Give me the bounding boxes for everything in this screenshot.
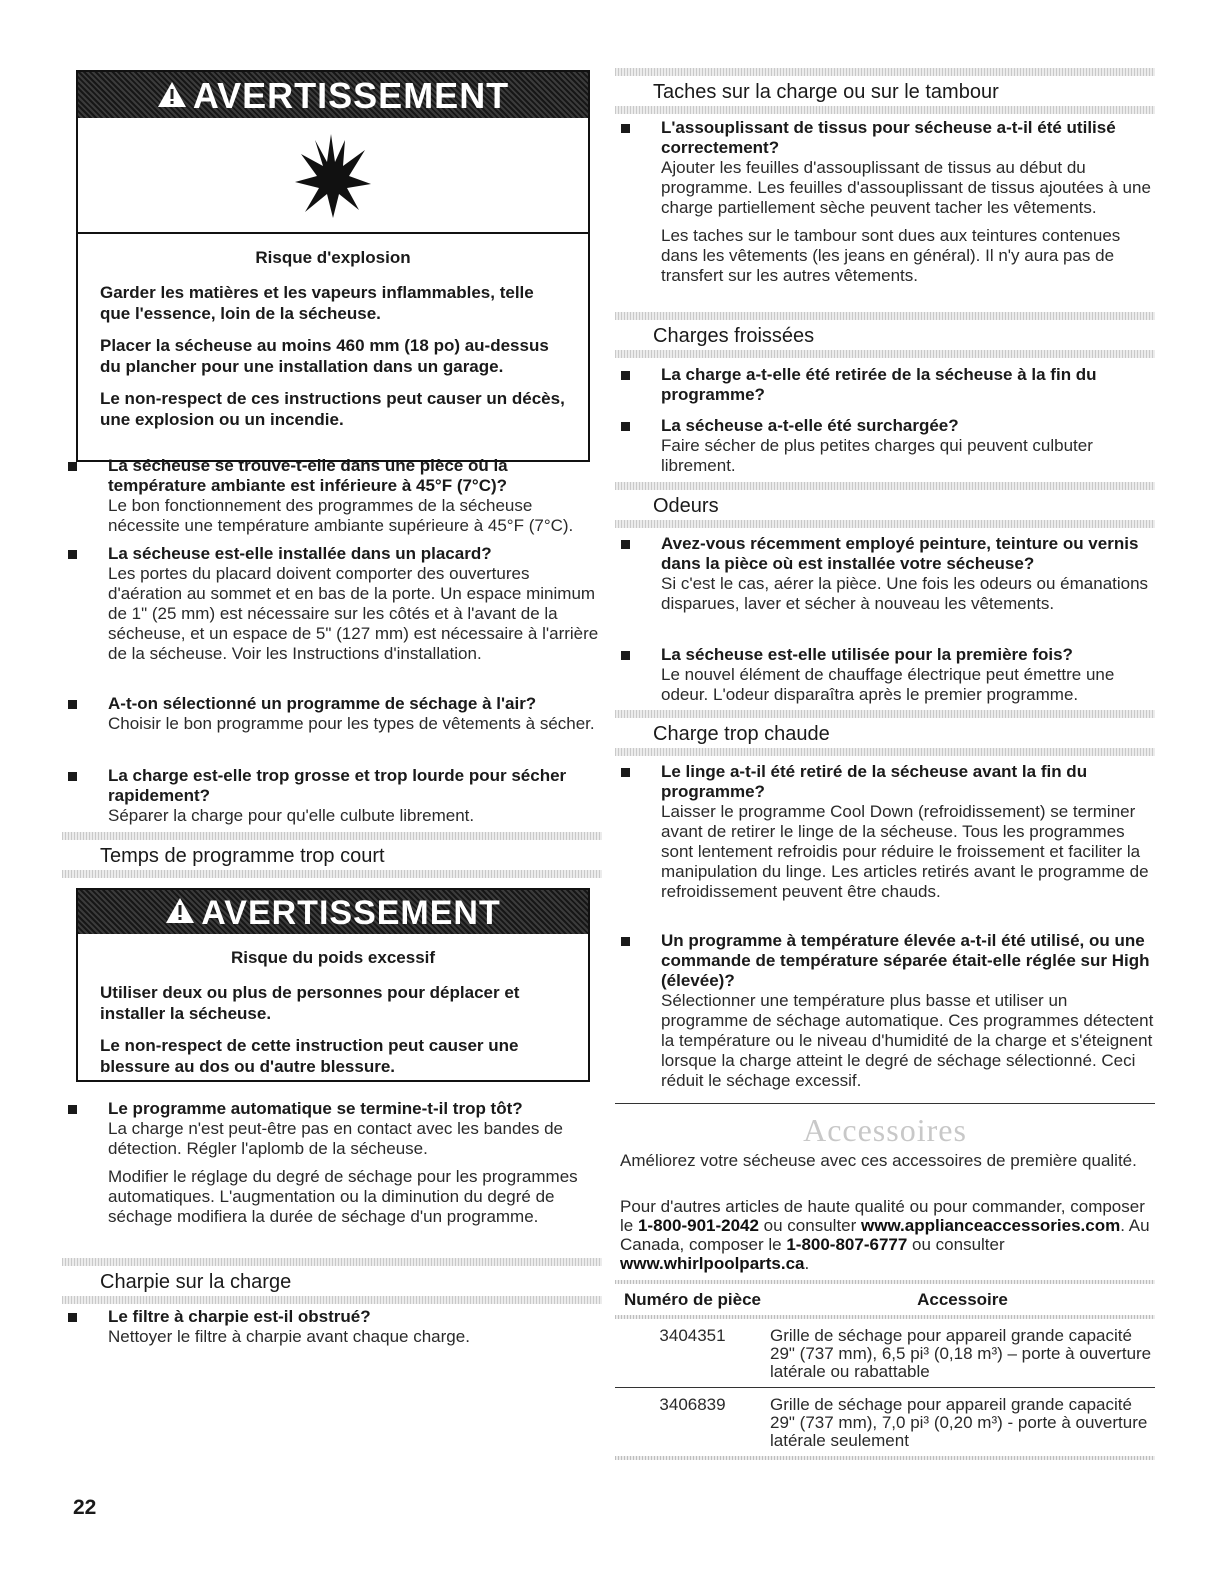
question: La sécheuse est-elle utilisée pour la première fois? [661, 645, 1073, 664]
bullet-icon [621, 371, 630, 380]
list-item [62, 1307, 602, 1347]
list-item [62, 1099, 602, 1227]
bullet-icon [68, 1313, 77, 1322]
section-heading [615, 312, 1155, 358]
list-item [615, 645, 1155, 705]
explosion-symbol-area [78, 118, 588, 234]
list-item [615, 931, 1155, 1091]
bullet-icon [68, 1105, 77, 1114]
bullet-icon [621, 124, 630, 133]
answer: Choisir le bon programme pour les types de vêtements à sécher. [108, 714, 595, 733]
question: Le linge a-t-il été retiré de la sécheuse avant la fin du programme? [661, 762, 1088, 801]
question: La charge est-elle trop grosse et trop lourde pour sécher rapidement? [108, 766, 567, 805]
website-us-link[interactable]: www.applianceaccessories.com [861, 1216, 1121, 1235]
answer: Faire sécher de plus petites charges qui peuvent culbuter librement. [661, 436, 1093, 475]
question: La charge a-t-elle été retirée de la sécheuse à la fin du programme? [661, 365, 1097, 404]
list-item [615, 762, 1155, 902]
accessories-title: Accessoires [803, 1112, 967, 1148]
answer: Laisser le programme Cool Down (refroidissement) se terminer avant de retirer le linge de la sécheuse. Tous les programmes sont lentement refroidis pour réduire le froissement et faciliter la manipulation du linge. Les articles retirés avant le programme de refroidissement peuvent être chauds. [661, 802, 1149, 901]
bullet-icon [621, 422, 630, 431]
accessory-description: Grille de séchage pour appareil grande capacité 29" (737 mm), 7,0 pi³ (0,20 m³) - porte à ouverture latérale seulement [770, 1395, 1148, 1450]
column-header: Numéro de pièce [624, 1290, 761, 1309]
warning-title: Risque d'explosion [255, 248, 411, 267]
warning-line: Le non-respect de cette instruction peut causer une blessure au dos ou d'autre blessure. [100, 1036, 519, 1076]
column-header: Accessoire [917, 1290, 1008, 1309]
warning-header [78, 890, 588, 934]
table-row [615, 1319, 1155, 1387]
question: Le filtre à charpie est-il obstrué? [108, 1307, 371, 1326]
warning-triangle-icon [165, 890, 195, 936]
section-heading [615, 68, 1155, 114]
question: Un programme à température élevée a-t-il été utilisé, ou une commande de température séparée était-elle réglée sur High (élevée)? [661, 931, 1150, 990]
answer: Le bon fonctionnement des programmes de la sécheuse nécessite une température ambiante supérieure à 45°F (7°C). [108, 496, 574, 535]
website-ca-link[interactable]: www.whirlpoolparts.ca [620, 1254, 805, 1273]
bullet-icon [68, 772, 77, 781]
question: L'assouplissant de tissus pour sécheuse a-t-il été utilisé correctement? [661, 118, 1116, 157]
warning-triangle-icon [157, 72, 187, 120]
section-heading [62, 1258, 602, 1304]
section-title: Charge trop chaude [653, 723, 830, 745]
accessories-order-text: Pour d'autres articles de haute qualité ou pour commander, composer le 1-800-901-2042 ou consulter www.applianceaccessories.com. Au Canada, composer le 1-800-807-6777 ou consulter www.whirlpoolparts.ca. [620, 1197, 1150, 1273]
section-title: Odeurs [653, 495, 719, 517]
list-item [62, 544, 602, 664]
section-heading [62, 832, 602, 878]
warning-line: Placer la sécheuse au moins 460 mm (18 po) au-dessus du plancher pour une installation dans un garage. [100, 336, 549, 376]
answer: Nettoyer le filtre à charpie avant chaque charge. [108, 1327, 470, 1346]
list-item [615, 365, 1155, 405]
list-item [62, 694, 602, 734]
list-item [615, 416, 1155, 476]
warning-heading-text: AVERTISSEMENT [192, 75, 510, 116]
question: Le programme automatique se termine-t-il trop tôt? [108, 1099, 523, 1118]
question: A-t-on sélectionné un programme de séchage à l'air? [108, 694, 537, 713]
question: La sécheuse se trouve-t-elle dans une pièce où la température ambiante est inférieure à 45°F (7°C)? [108, 456, 508, 495]
warning-heading-text: AVERTISSEMENT [201, 894, 501, 932]
explosion-icon [293, 132, 373, 220]
answer: Modifier le réglage du degré de séchage pour les programmes automatiques. L'augmentation ou la diminution du degré de séchage modifiera la durée de séchage d'un programme. [108, 1167, 578, 1226]
bullet-icon [68, 700, 77, 709]
accessories-intro: Améliorez votre sécheuse avec ces accessoires de première qualité. [620, 1151, 1137, 1170]
question: La sécheuse est-elle installée dans un placard? [108, 544, 492, 563]
phone-us: 1-800-901-2042 [637, 1216, 759, 1235]
warning-line: Garder les matières et les vapeurs inflammables, telle que l'essence, loin de la sécheuse. [100, 283, 534, 323]
answer: Si c'est le cas, aérer la pièce. Une fois les odeurs ou émanations disparues, laver et sécher à nouveau les vêtements. [661, 574, 1149, 613]
section-title: Taches sur la charge ou sur le tambour [653, 81, 999, 103]
question: Avez-vous récemment employé peinture, teinture ou vernis dans la pièce où est installée votre sécheuse? [661, 534, 1139, 573]
divider [615, 1103, 1155, 1104]
list-item [615, 118, 1155, 286]
bullet-icon [621, 768, 630, 777]
list-item [62, 766, 602, 826]
table-row [615, 1388, 1155, 1456]
section-title: Charpie sur la charge [100, 1271, 292, 1293]
list-item [62, 456, 602, 536]
section-title: Temps de programme trop court [100, 845, 385, 867]
warning-title: Risque du poids excessif [230, 948, 436, 967]
weight-warning-box [76, 888, 590, 1082]
answer: La charge n'est peut-être pas en contact avec les bandes de détection. Régler l'aplomb de la sécheuse. [108, 1119, 563, 1158]
warning-header [78, 72, 588, 118]
section-heading [615, 482, 1155, 528]
section-title: Charges froissées [653, 325, 815, 347]
warning-line: Utiliser deux ou plus de personnes pour déplacer et installer la sécheuse. [100, 983, 520, 1023]
accessory-description: Grille de séchage pour appareil grande capacité 29" (737 mm), 6,5 pi³ (0,18 m³) – porte à ouverture latérale ou rabattable [770, 1326, 1152, 1381]
answer: Sélectionner une température plus basse et utiliser un programme de séchage automatique. Ces programmes détectent la température ou le niveau d'humidité de la charge et s'éteignent lorsque la charge atteint le degré de séchage sélectionné. Ceci réduit le séchage excessif. [661, 991, 1154, 1090]
bullet-icon [621, 937, 630, 946]
answer: Ajouter les feuilles d'assouplissant de tissus au début du programme. Les feuilles d'assouplissant de tissus ajoutées à une charge partiellement sèche peuvent tacher les vêtements. [661, 158, 1151, 217]
phone-ca: 1-800-807-6777 [786, 1235, 908, 1254]
part-number: 3404351 [659, 1326, 726, 1345]
list-item [615, 534, 1155, 614]
accessories-table [615, 1280, 1155, 1460]
bullet-icon [68, 550, 77, 559]
explosion-warning-box [76, 70, 590, 462]
answer: Les portes du placard doivent comporter des ouvertures d'aération au sommet et en bas de la porte. Un espace minimum de 1" (25 mm) est nécessaire sur les côtés et à l'avant de la sécheuse, et un espace de 5" (127 mm) est nécessaire à l'arrière de la sécheuse. Voir les Instructions d'installation. [108, 564, 599, 663]
question: La sécheuse a-t-elle été surchargée? [661, 416, 959, 435]
answer: Le nouvel élément de chauffage électrique peut émettre une odeur. L'odeur disparaîtra après le premier programme. [661, 665, 1115, 704]
warning-line: Le non-respect de ces instructions peut causer un décès, une explosion ou un incendie. [100, 389, 565, 429]
answer: Séparer la charge pour qu'elle culbute librement. [108, 806, 475, 825]
section-heading [615, 710, 1155, 756]
bullet-icon [68, 462, 77, 471]
table-header [615, 1284, 1155, 1315]
answer: Les taches sur le tambour sont dues aux teintures contenues dans les vêtements (les jeans en général). Il n'y aura pas de transfert sur les autres vêtements. [661, 226, 1121, 285]
bullet-icon [621, 651, 630, 660]
page-number: 22 [73, 1496, 97, 1519]
part-number: 3406839 [659, 1395, 726, 1414]
bullet-icon [621, 540, 630, 549]
